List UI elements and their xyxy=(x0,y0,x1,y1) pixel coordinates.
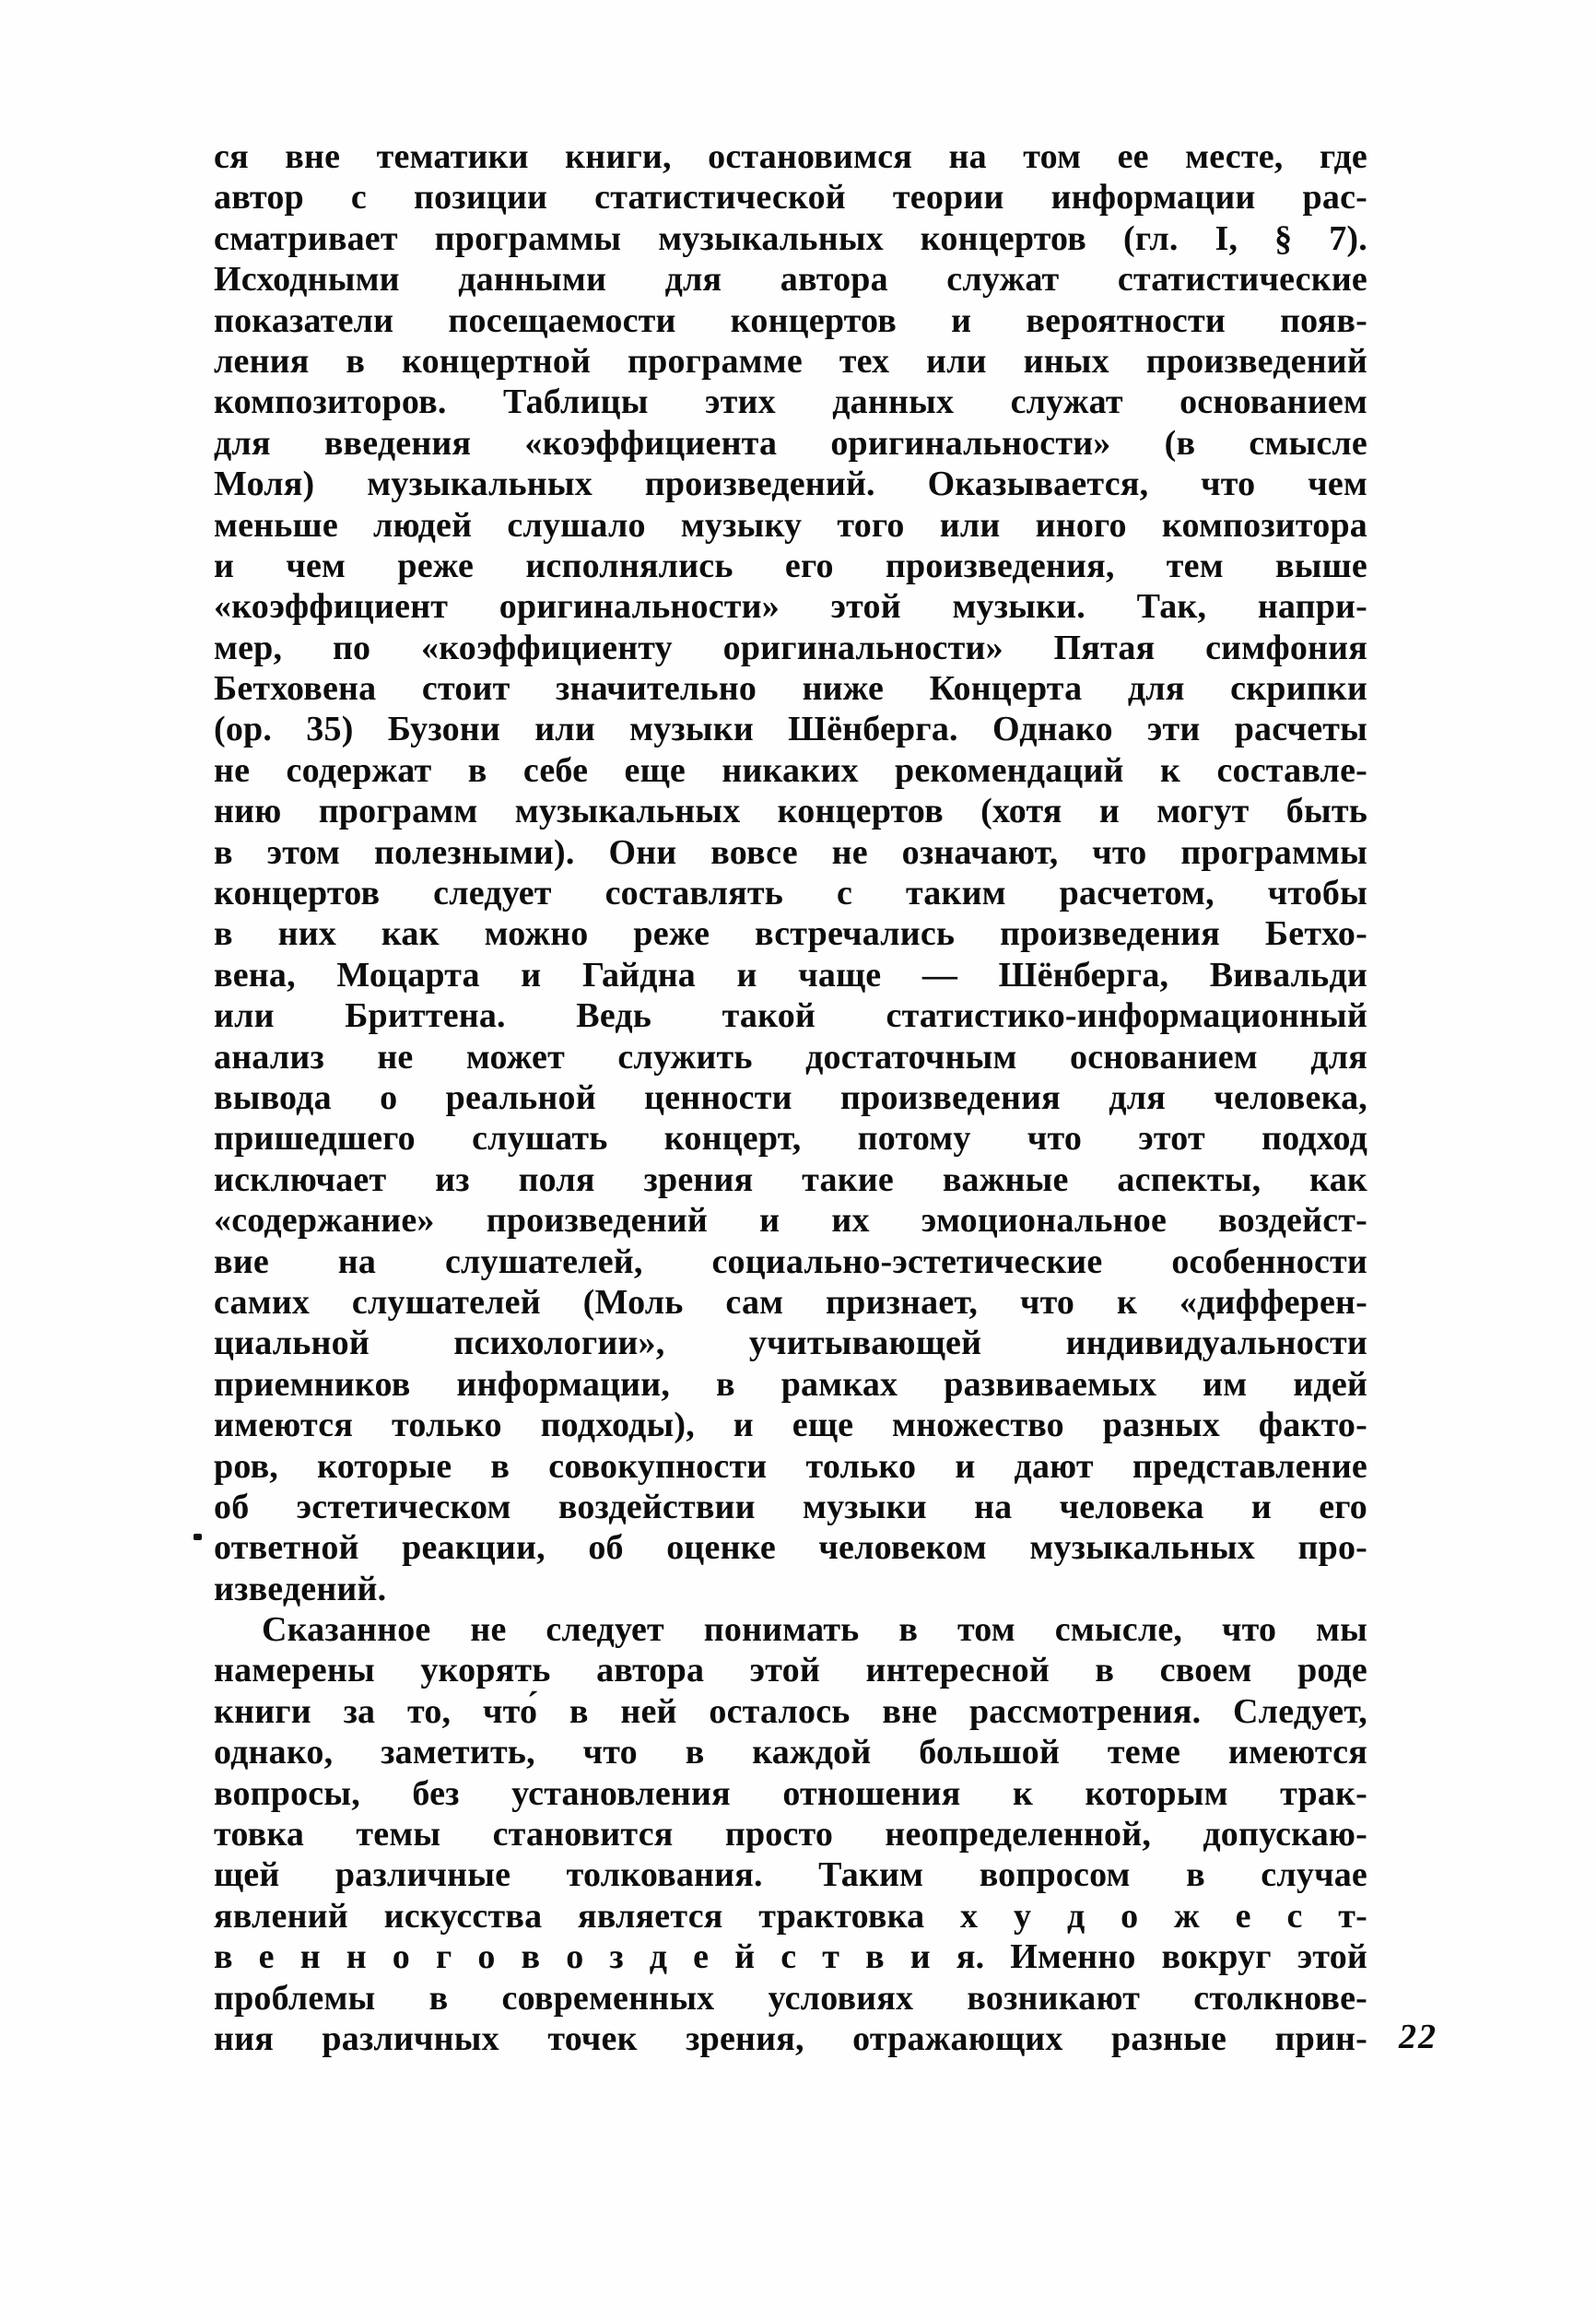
text-line: «коэффициент оригинальности» этой музыки. Так, напри- xyxy=(214,587,1367,627)
text-line: композиторов. Таблицы этих данных служат основанием xyxy=(214,383,1367,422)
text-line: анализ не может служить достаточным основанием для xyxy=(214,1037,1367,1077)
text-line: исключает из поля зрения такие важные аспекты, как xyxy=(214,1160,1367,1199)
text-line: ров, которые в совокупности только и дают представление xyxy=(214,1446,1367,1486)
text-line: пришедшего слушать концерт, потому что этот подход xyxy=(214,1119,1367,1159)
text-line: однако, заметить, что в каждой большой теме имеются xyxy=(214,1733,1367,1772)
text-line: в них как можно реже встречались произведения Бетхо- xyxy=(214,914,1367,954)
text-line: концертов следует составлять с таким расчетом, чтобы xyxy=(214,874,1367,913)
text-line: щей различные толкования. Таким вопросом в случае xyxy=(214,1855,1367,1895)
text-line: вывода о реальной ценности произведения для человека, xyxy=(214,1077,1367,1117)
text-line: автор с позиции статистической теории информации рас- xyxy=(214,178,1367,218)
text-line: «содержание» произведений и их эмоциональное воздейст- xyxy=(214,1201,1367,1241)
text-line: сматривает программы музыкальных концертов (гл. I, § 7). xyxy=(214,218,1367,258)
text-line: мер, по «коэффициенту оригинальности» Пятая симфония xyxy=(214,628,1367,667)
scan-artifact-dot xyxy=(194,1534,202,1540)
text-line: не содержат в себе еще никаких рекомендаций к составле- xyxy=(214,750,1367,790)
text-line: показатели посещаемости концертов и вероятности появ- xyxy=(214,300,1367,340)
text-line: вопросы, без установления отношения к которым трак- xyxy=(214,1773,1367,1813)
text-line: ления в концертной программе тех или иных произведений xyxy=(214,341,1367,381)
text-line: (ор. 35) Бузони или музыки Шёнберга. Однако эти расчеты xyxy=(214,710,1367,749)
text-line: явлений искусства является трактовка х у д о ж е с т- xyxy=(214,1896,1367,1936)
text-line: товка темы становится просто неопределенной, допускаю- xyxy=(214,1815,1367,1854)
text-line: Исходными данными для автора служат статистические xyxy=(214,260,1367,300)
text-line: циальной психологии», учитывающей индивидуальности xyxy=(214,1324,1367,1363)
text-line: об эстетическом воздействии музыки на человека и его xyxy=(214,1487,1367,1526)
text-line: ния различных точек зрения, отражающих разные прин- xyxy=(214,2019,1367,2058)
text-line: и чем реже исполнялись его произведения, тем выше xyxy=(214,546,1367,585)
text-line: ответной реакции, об оценке человеком музыкальных про- xyxy=(214,1528,1367,1568)
text-line: имеются только подходы), и еще множество разных факто- xyxy=(214,1406,1367,1445)
text-line-paragraph-start: Сказанное не следует понимать в том смысле, что мы xyxy=(262,1610,1367,1650)
text-line: вие на слушателей, социально-эстетические особенности xyxy=(214,1242,1367,1281)
text-line: в е н н о г о в о з д е й с т в и я. Именно вокруг этой xyxy=(214,1937,1367,1977)
text-line: Бетховена стоит значительно ниже Концерта для скрипки xyxy=(214,669,1367,709)
text-line: в этом полезными). Они вовсе не означают, что программы xyxy=(214,832,1367,872)
text-line: намерены укорять автора этой интересной в своем роде xyxy=(214,1651,1367,1690)
text-line: самих слушателей (Моль сам признает, что к «дифферен- xyxy=(214,1282,1367,1322)
page-text-block xyxy=(214,136,1367,2059)
text-line: или Бриттена. Ведь такой статистико-информационный xyxy=(214,996,1367,1036)
text-line: вена, Моцарта и Гайдна и чаще — Шёнберга, Вивальди xyxy=(214,955,1367,995)
text-line: меньше людей слушало музыку того или иного композитора xyxy=(214,505,1367,545)
text-line-paragraph-end: изведений. xyxy=(214,1569,387,1608)
text-line: книги за то, что́ в ней осталось вне рассмотрения. Следует, xyxy=(214,1691,1367,1731)
text-line: нию программ музыкальных концертов (хотя и могут быть xyxy=(214,792,1367,831)
text-line: ся вне тематики книги, остановимся на том ее месте, где xyxy=(214,137,1367,176)
text-line: проблемы в современных условиях возникают столкнове- xyxy=(214,1978,1367,2018)
text-line: для введения «коэффициента оригинальности» (в смысле xyxy=(214,423,1367,463)
text-line: Моля) музыкальных произведений. Оказывается, что чем xyxy=(214,465,1367,504)
page-number: 22 xyxy=(1399,2018,1438,2056)
text-line: приемников информации, в рамках развиваемых им идей xyxy=(214,1364,1367,1404)
